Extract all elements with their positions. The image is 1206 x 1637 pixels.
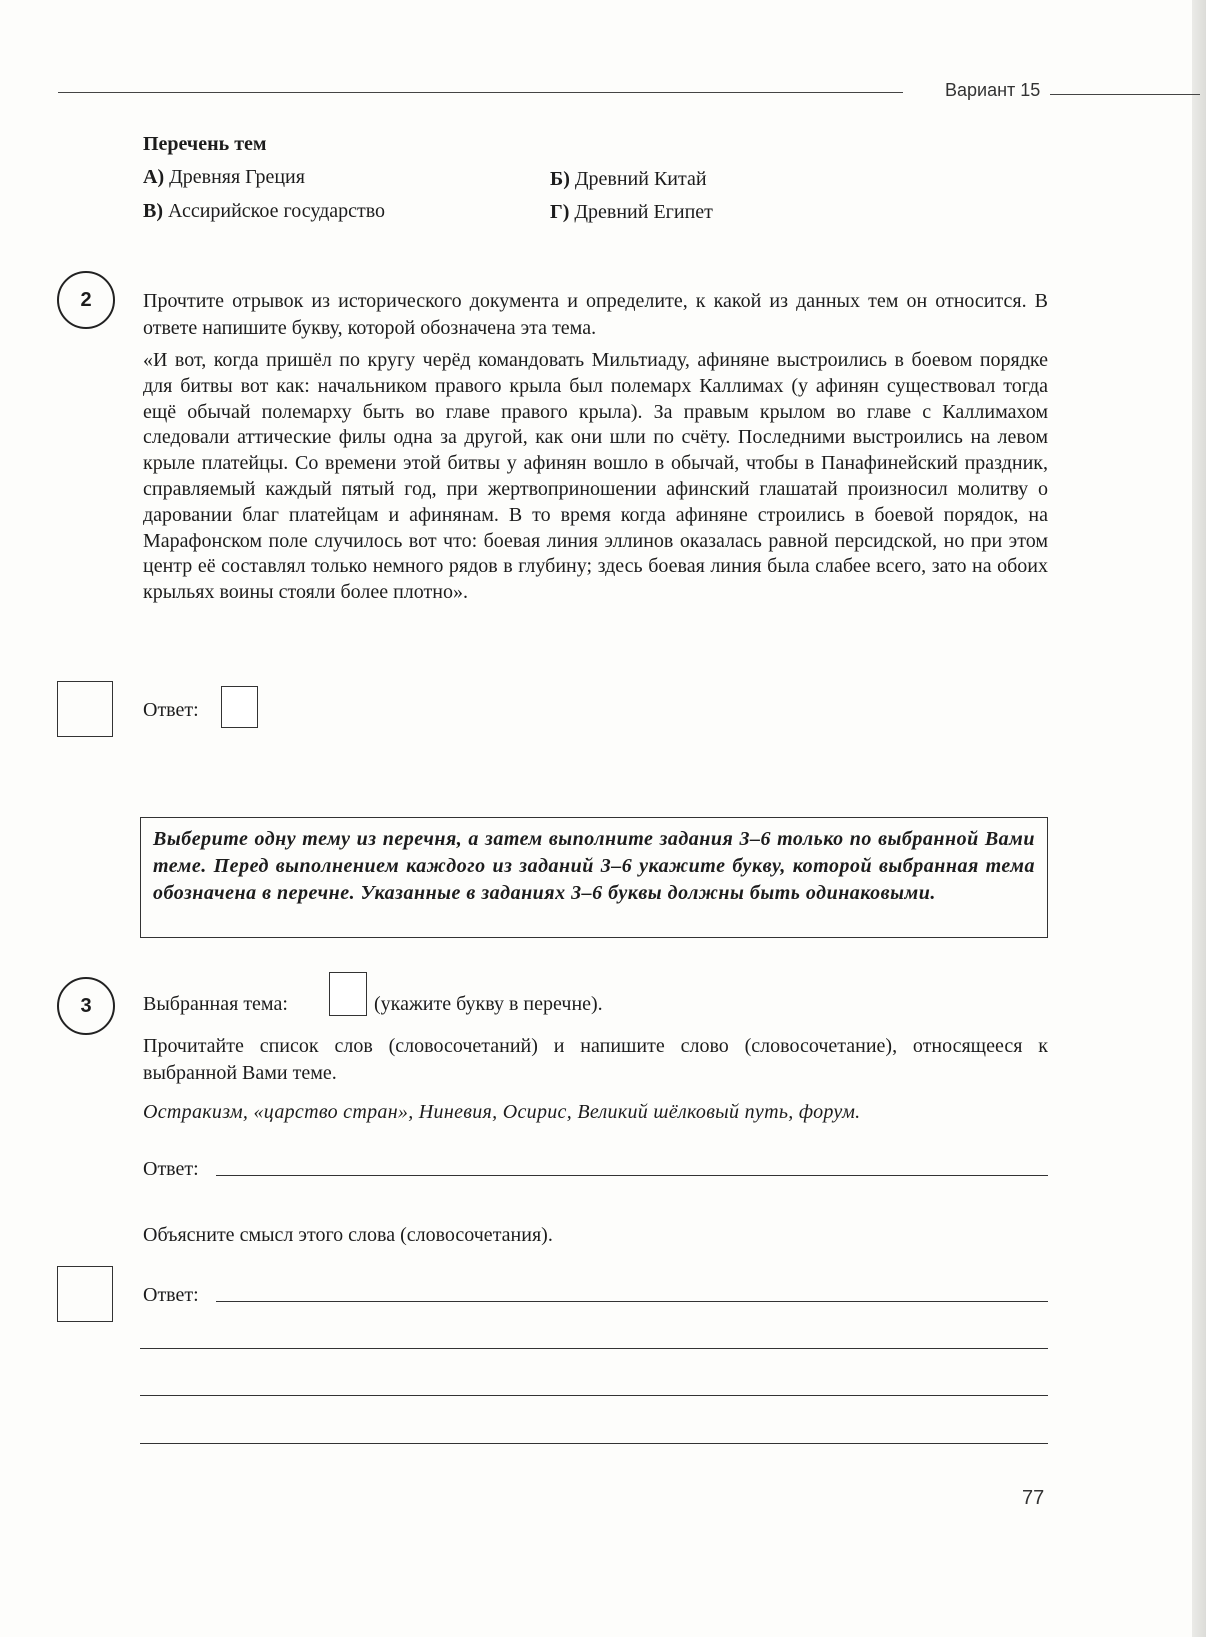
answer-line[interactable] <box>216 1175 1048 1176</box>
topic-name: Древняя Греция <box>169 166 305 188</box>
page-edge-shadow <box>1192 0 1206 1637</box>
task3-explain-prompt: Объясните смысл этого слова (словосочетания). <box>143 1224 553 1246</box>
topic-choice-notice: Выберите одну тему из перечня, а затем выполните задания 3–6 только по выбранной Вами теме. Перед выполнением каждого из заданий 3–6 укажите букву, которой выбранная тема обозначена в перечне. Указанные в заданиях 3–6 буквы должны быть одинаковыми. <box>140 817 1048 938</box>
topic-letter: А) <box>143 166 165 188</box>
page-number: 77 <box>1022 1487 1045 1509</box>
topic-letter: Г) <box>550 201 570 223</box>
topic-name: Древний Китай <box>574 168 707 190</box>
topic-item-c <box>143 198 385 225</box>
task2-answer-label: Ответ: <box>143 699 199 721</box>
task2-instruction: Прочтите отрывок из исторического документа и определите, к какой из данных тем он относится. В ответе напишите букву, которой обозначена эта тема. <box>143 290 1048 339</box>
chosen-topic-hint: (укажите букву в перечне). <box>374 993 603 1015</box>
topic-name: Ассирийское государство <box>168 200 386 222</box>
task2-excerpt: «И вот, когда пришёл по кругу черёд командовать Мильтиаду, афиняне выстроились в боевом порядке для битвы вот как: начальником правого крыла был полемарх Каллимах (у афинян существовал тогда ещё обычай полемарху быть во главе правого крыла). За правым крылом во главе с Каллимахом следовали аттические филы одна за другой, как они шли по счёту. Последними выстроились на левом крыле платейцы. Со времени этой битвы у афинян вошло в обычай, чтобы в Панафинейский праздник, справляемый каждый пятый год, при жертвоприношении афинский глашатай произносил молитву о даровании благ платейцам и афинянам. В то время когда афиняне строились в боевой порядок, на Марафонском поле случилось вот что: боевая линия эллинов оказалась равной персидской, но при этом центр её составлял только немного рядов в глубину; здесь боевая линия была слабее всего, зато на обоих крыльях воины стояли более плотно». <box>143 349 1048 604</box>
topic-item-b <box>550 166 707 193</box>
topic-letter: В) <box>143 200 163 222</box>
task3-word-list: Остракизм, «царство стран», Ниневия, Осирис, Великий шёлковый путь, форум. <box>143 1101 861 1123</box>
variant-label: Вариант 15 <box>945 80 1041 100</box>
answer-line[interactable] <box>216 1301 1048 1302</box>
task-number-2: 2 <box>57 271 115 329</box>
task3-answer-label-1: Ответ: <box>143 1158 199 1180</box>
task3-score-box <box>57 1266 113 1322</box>
task2-answer-box[interactable] <box>221 686 258 728</box>
header-rule-left <box>58 92 903 93</box>
chosen-topic-box[interactable] <box>329 972 367 1016</box>
topic-name: Древний Египет <box>574 201 713 223</box>
task3-instruction: Прочитайте список слов (словосочетаний) и напишите слово (словосочетание), относящееся к выбранной Вами теме. <box>143 1035 1048 1084</box>
header-rule-right <box>1050 94 1200 95</box>
answer-line[interactable] <box>140 1348 1048 1349</box>
task2-score-box <box>57 681 113 737</box>
answer-line[interactable] <box>140 1395 1048 1396</box>
topic-item-a <box>143 164 305 191</box>
task3-answer-label-2: Ответ: <box>143 1284 199 1306</box>
topic-letter: Б) <box>550 168 570 190</box>
answer-line[interactable] <box>140 1443 1048 1444</box>
topics-heading: Перечень тем <box>143 133 267 155</box>
chosen-topic-label: Выбранная тема: <box>143 993 288 1015</box>
topic-item-d <box>550 199 713 226</box>
task-number-3: 3 <box>57 977 115 1035</box>
